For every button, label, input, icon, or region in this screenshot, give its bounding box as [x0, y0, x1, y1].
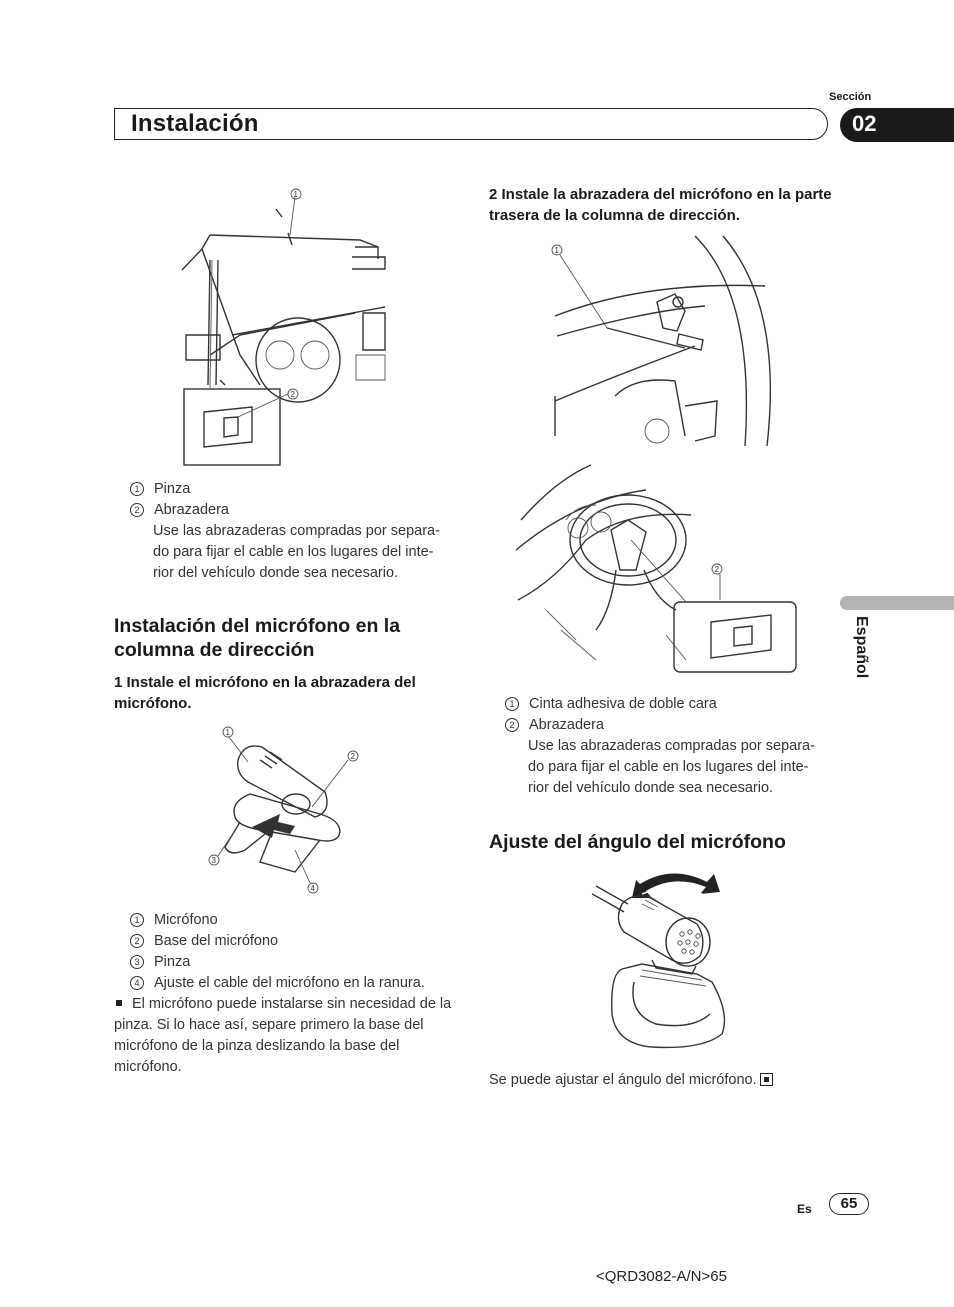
figure-steering-wheel-clamp	[516, 460, 801, 675]
footer-lang-code: Es	[797, 1202, 812, 1216]
figure-caption: Se puede ajustar el ángulo del micrófono.	[489, 1070, 834, 1091]
step-2-text: 2 Instale la abrazadera del micrófono en la parte trasera de la columna de dirección.	[489, 186, 832, 224]
figure2-callout-2: 2	[350, 752, 355, 761]
legend2-item-1: 1 Micrófono	[130, 910, 218, 931]
legend3-item-2: 2 Abrazadera	[505, 715, 604, 736]
figure-microphone-clip	[200, 722, 370, 897]
figure2-callout-3: 3	[211, 856, 216, 865]
figure-windshield-clip	[180, 185, 390, 470]
language-label: Español	[853, 616, 870, 679]
figure-steering-column-rear	[545, 236, 775, 446]
note-paragraph: El micrófono puede instalarse sin necesidad de la pinza. Si lo hace así, separe primero la base del micrófono de la pinza deslizando la base del micrófono.	[114, 996, 452, 1075]
legend3-item-1: 1 Cinta adhesiva de doble cara	[505, 694, 717, 715]
section-number-badge: 02	[840, 108, 954, 142]
section-heading-mic-angle: Ajuste del ángulo del micrófono	[489, 831, 786, 853]
legend1-item-2: 2 Abrazadera	[130, 500, 229, 521]
legend2-item-3: 3 Pinza	[130, 952, 190, 973]
figure2-callout-1: 1	[225, 728, 230, 737]
page-number: 65	[829, 1193, 869, 1215]
figure3-callout-1: 1	[554, 246, 559, 255]
document-code: <QRD3082-A/N>65	[596, 1268, 727, 1285]
legend2-item-2: 2 Base del micrófono	[130, 931, 278, 952]
figure3-callout-2: 2	[714, 565, 719, 574]
page-title: Instalación	[131, 110, 259, 137]
section-heading-steering-column: Instalación del micrófono en la columna de dirección	[114, 615, 401, 661]
figure1-callout-1: 1	[293, 190, 298, 199]
figure-microphone-angle	[592, 864, 732, 1054]
language-tab	[840, 596, 954, 610]
page-title-bar	[114, 108, 828, 140]
legend1-item-1: 1 Pinza	[130, 479, 190, 500]
legend3-note: Use las abrazaderas compradas por separa- do para fijar el cable en los lugares del inte- rior del vehículo donde sea necesario.	[528, 738, 815, 796]
step-1-text: 1 Instale el micrófono en la abrazadera del micrófono.	[114, 674, 416, 712]
figure1-callout-2: 2	[290, 390, 295, 399]
bullet-marker	[116, 1000, 122, 1006]
legend2-item-4: 4 Ajuste el cable del micrófono en la ranura.	[130, 973, 425, 994]
figure2-callout-4: 4	[310, 884, 315, 893]
legend1-note: Use las abrazaderas compradas por separa- do para fijar el cable en los lugares del inte- rior del vehículo donde sea necesario.	[153, 523, 440, 581]
section-label: Sección	[829, 91, 872, 103]
end-of-section-icon	[760, 1073, 773, 1086]
